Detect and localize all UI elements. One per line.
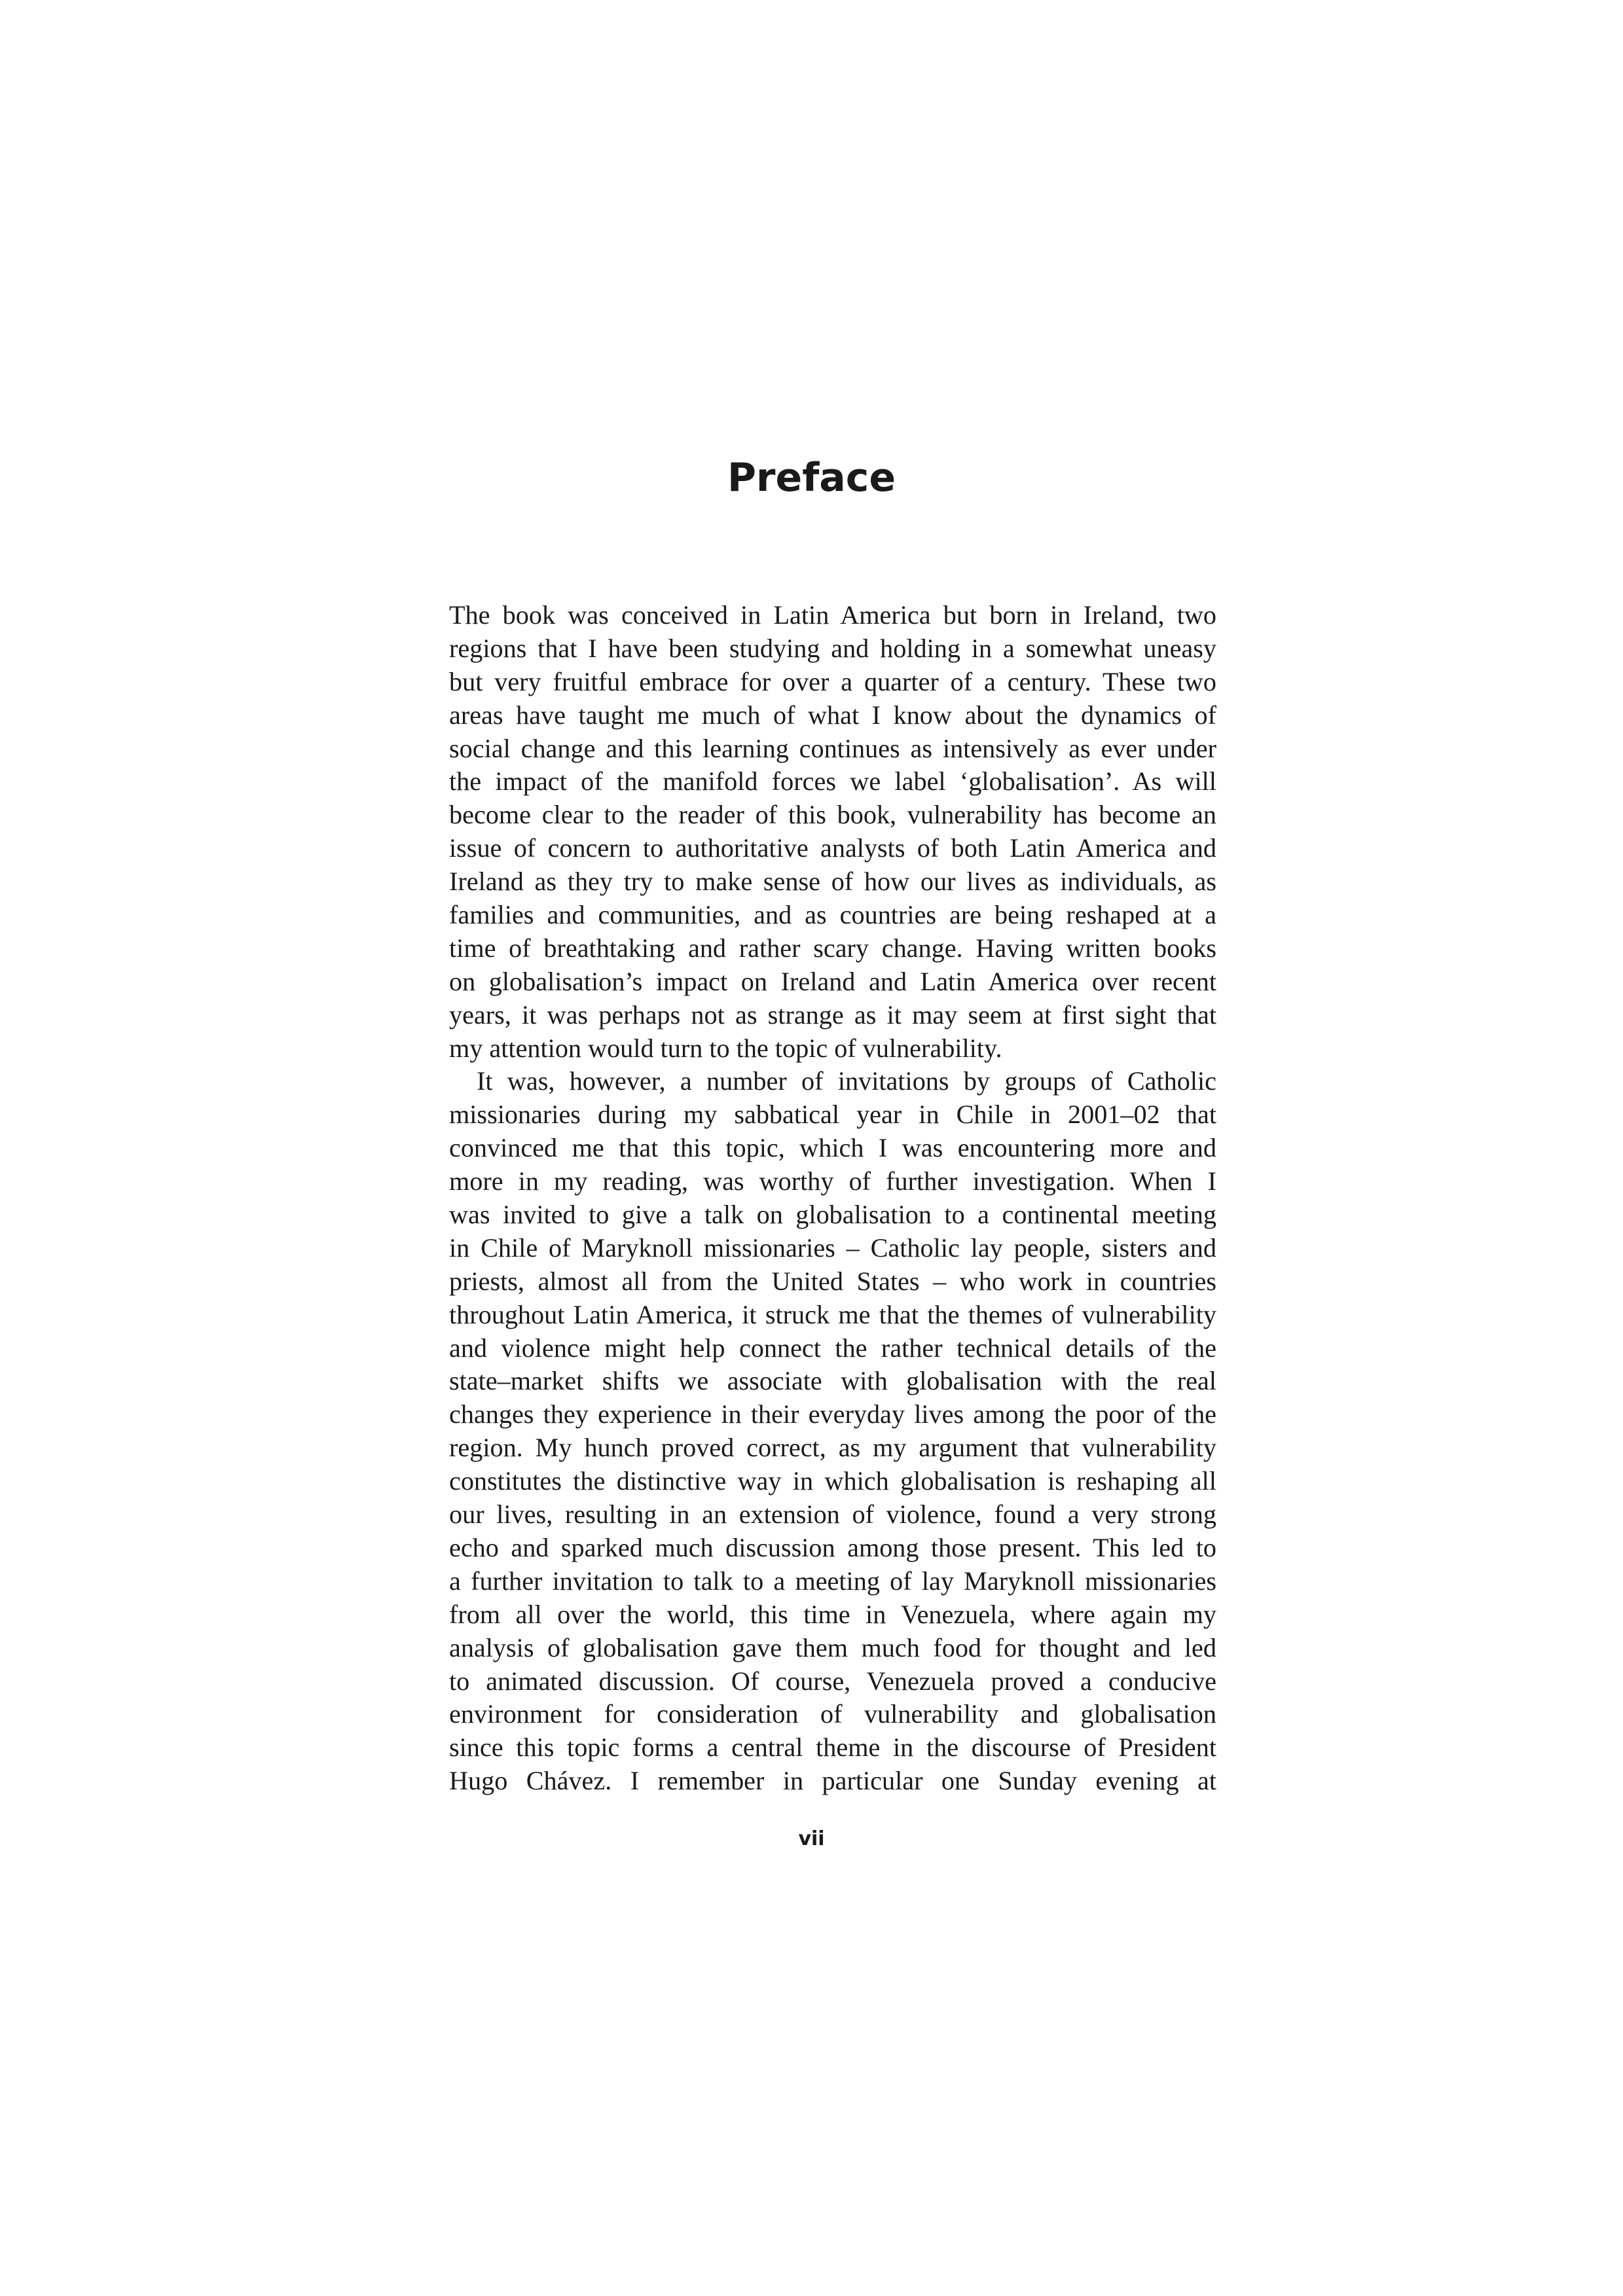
- text-line: and violence might help connect the rather technical details of the: [449, 1333, 1216, 1363]
- text-line: throughout Latin America, it struck me that the themes of vulnerability: [449, 1299, 1216, 1329]
- text-line: The book was conceived in Latin America but born in Ireland, two: [449, 600, 1216, 630]
- text-line: Ireland as they try to make sense of how our lives as individuals, as: [449, 867, 1216, 897]
- page-number: vii: [798, 1827, 825, 1850]
- text-line: families and communities, and as countries are being reshaped at a: [449, 900, 1216, 930]
- text-line: environment for consideration of vulnerability and globalisation: [449, 1699, 1216, 1729]
- text-line: constitutes the distinctive way in which globalisation is reshaping all: [449, 1466, 1216, 1496]
- text-line: priests, almost all from the United States – who work in countries: [449, 1266, 1216, 1296]
- text-line: but very fruitful embrace for over a quarter of a century. These two: [449, 666, 1216, 696]
- page-title: Preface: [727, 455, 896, 501]
- text-line: the impact of the manifold forces we label ‘globalisation’. As will: [449, 766, 1216, 797]
- text-line: Hugo Chávez. I remember in particular one Sunday evening at: [449, 1766, 1216, 1796]
- text-line: analysis of globalisation gave them much food for thought and led: [449, 1632, 1216, 1662]
- paragraph-2: [449, 1065, 1216, 1798]
- text-line: our lives, resulting in an extension of violence, found a very strong: [449, 1499, 1216, 1530]
- text-line: time of breathtaking and rather scary change. Having written books: [449, 933, 1216, 963]
- text-line: areas have taught me much of what I know about the dynamics of: [449, 700, 1216, 730]
- text-line: in Chile of Maryknoll missionaries – Catholic lay people, sisters and: [449, 1232, 1216, 1263]
- text-line: region. My hunch proved correct, as my argument that vulnerability: [449, 1433, 1216, 1463]
- text-line: convinced me that this topic, which I was encountering more and: [449, 1133, 1216, 1163]
- text-line: to animated discussion. Of course, Venezuela proved a conducive: [449, 1666, 1216, 1696]
- text-line: on globalisation’s impact on Ireland and Latin America over recent: [449, 966, 1216, 996]
- text-line: changes they experience in their everyday lives among the poor of the: [449, 1399, 1216, 1429]
- text-line: a further invitation to talk to a meeting of lay Maryknoll missionaries: [449, 1566, 1216, 1596]
- text-line: since this topic forms a central theme in the discourse of President: [449, 1732, 1216, 1763]
- text-line: It was, however, a number of invitations by groups of Catholic: [477, 1066, 1216, 1096]
- text-line: social change and this learning continues as intensively as ever under: [449, 733, 1216, 763]
- text-line: more in my reading, was worthy of further investigation. When I: [449, 1166, 1216, 1196]
- text-line: regions that I have been studying and holding in a somewhat uneasy: [449, 633, 1216, 663]
- preface-body: [449, 599, 1216, 1798]
- paragraph-1: [449, 599, 1216, 1065]
- text-line: from all over the world, this time in Venezuela, where again my: [449, 1599, 1216, 1629]
- text-line: issue of concern to authoritative analysts of both Latin America and: [449, 833, 1216, 863]
- text-line: echo and sparked much discussion among those present. This led to: [449, 1532, 1216, 1562]
- text-line: missionaries during my sabbatical year in Chile in 2001–02 that: [449, 1100, 1216, 1130]
- text-line: was invited to give a talk on globalisation to a continental meeting: [449, 1200, 1216, 1230]
- text-line: my attention would turn to the topic of vulnerability.: [449, 1033, 1002, 1063]
- text-line: become clear to the reader of this book, vulnerability has become an: [449, 800, 1216, 830]
- text-line: state–market shifts we associate with globalisation with the real: [449, 1366, 1216, 1396]
- text-line: years, it was perhaps not as strange as it may seem at first sight that: [449, 999, 1216, 1030]
